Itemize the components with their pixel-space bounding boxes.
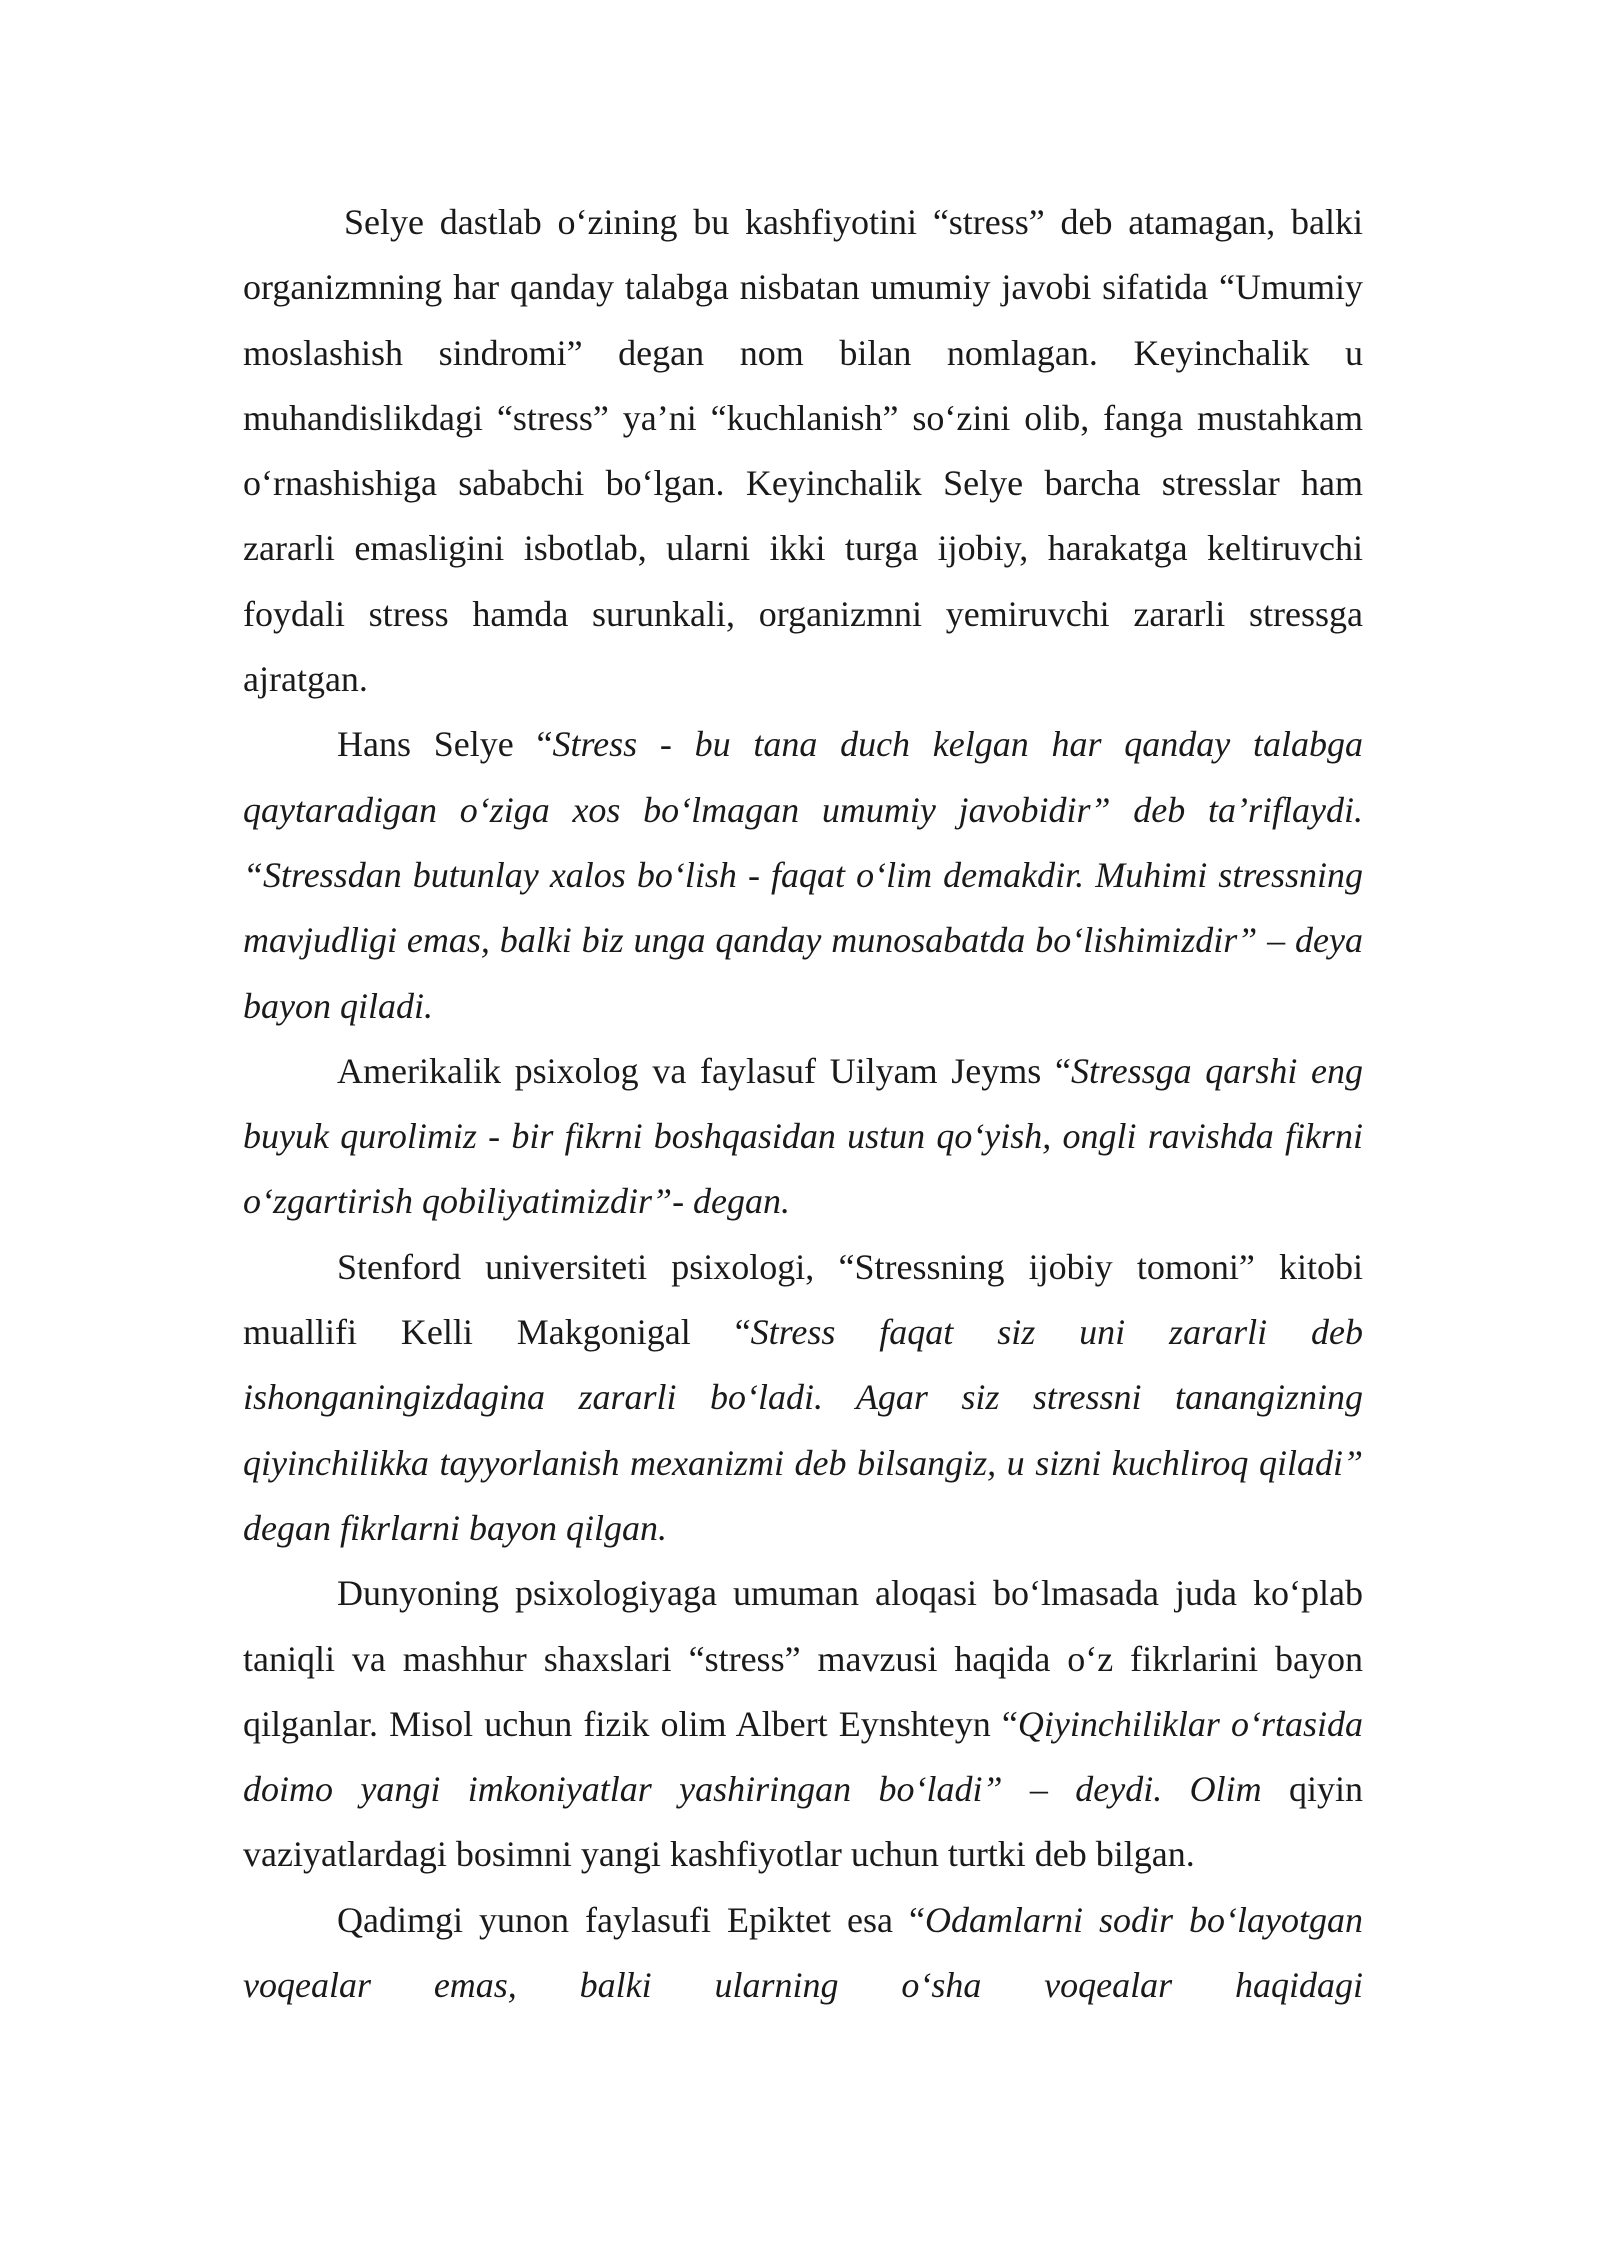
- paragraph-einstein-quote: [243, 1561, 1363, 1887]
- document-page: [243, 190, 1363, 2018]
- paragraph-text: Hans Selye “: [337, 724, 553, 765]
- quote-text: Stress faqat siz uni zararli deb ishonganingizdagina zararli bo‘ladi. Agar siz stressni tanangizning qiyinchilikka tayyorlanish mexanizmi deb bilsangiz, u sizni kuchliroq qiladi” degan fikrlarni bayon qilgan.: [243, 1312, 1363, 1548]
- paragraph-hans-selye-quote: [243, 712, 1363, 1038]
- paragraph-text: Qadimgi yunon faylasufi Epiktet esa “: [337, 1899, 925, 1940]
- quote-text: Stress - bu tana duch kelgan har qanday talabga qaytaradigan o‘ziga xos bo‘lmagan umumiy javobidir” deb ta’riflaydi. “Stressdan butunlay xalos bo‘lish - faqat o‘lim demakdir. Muhimi stressning mavjudligi emas, balki biz unga qanday munosabatda bo‘lishimizdir” – deya bayon qiladi.: [243, 724, 1363, 1026]
- quote-text: Odamlarni sodir bo‘layotgan voqealar emas, balki ularning o‘sha voqealar haqidagi: [243, 1899, 1363, 2006]
- paragraph-epictetus-quote: [243, 1888, 1363, 2019]
- paragraph-text: Selye dastlab o‘zining bu kashfiyotini “stress” deb atamagan, balki organizmning har qanday talabga nisbatan umumiy javobi sifatida “Umumiy moslashish sindromi” degan nom bilan nomlagan. Keyinchalik u muhandislikdagi “stress” ya’ni “kuchlanish” so‘zini olib, fanga mustahkam o‘rnashishiga sababchi bo‘lgan. Keyinchalik Selye barcha stresslar ham zararli emasligini isbotlab, ularni ikki turga ijobiy, harakatga keltiruvchi foydali stress hamda surunkali, organizmni yemiruvchi zararli stressga ajratgan.: [243, 202, 1363, 700]
- paragraph-text: Stenford universiteti psixologi, “Stressning ijobiy tomoni” kitobi muallifi Kelli Makgonigal “: [243, 1246, 1363, 1353]
- paragraph-kelly-mcgonigal-quote: [243, 1235, 1363, 1561]
- paragraph-text: qiyin vaziyatlardagi bosimni yangi kashfiyotlar uchun turtki deb bilgan.: [243, 1769, 1363, 1875]
- quote-text: Stressga qarshi eng buyuk qurolimiz - bir fikrni boshqasidan ustun qo‘yish, ongli ravishda fikrni o‘zgartirish qobiliyatimizdir”- degan.: [243, 1050, 1363, 1222]
- paragraph-text: Amerikalik psixolog va faylasuf Uilyam Jeyms “: [337, 1050, 1071, 1091]
- quote-text: Qiyinchiliklar o‘rtasida doimo yangi imkoniyatlar yashiringan bo‘ladi” – deydi. Olim: [243, 1703, 1363, 1810]
- paragraph-selye-discovery: [243, 190, 1363, 712]
- paragraph-william-james-quote: [243, 1039, 1363, 1235]
- paragraph-text: Dunyoning psixologiyaga umuman aloqasi bo‘lmasada juda ko‘plab taniqli va mashhur shaxslari “stress” mavzusi haqida o‘z fikrlarini bayon qilganlar. Misol uchun fizik olim Albert Eynshteyn “: [243, 1573, 1363, 1744]
